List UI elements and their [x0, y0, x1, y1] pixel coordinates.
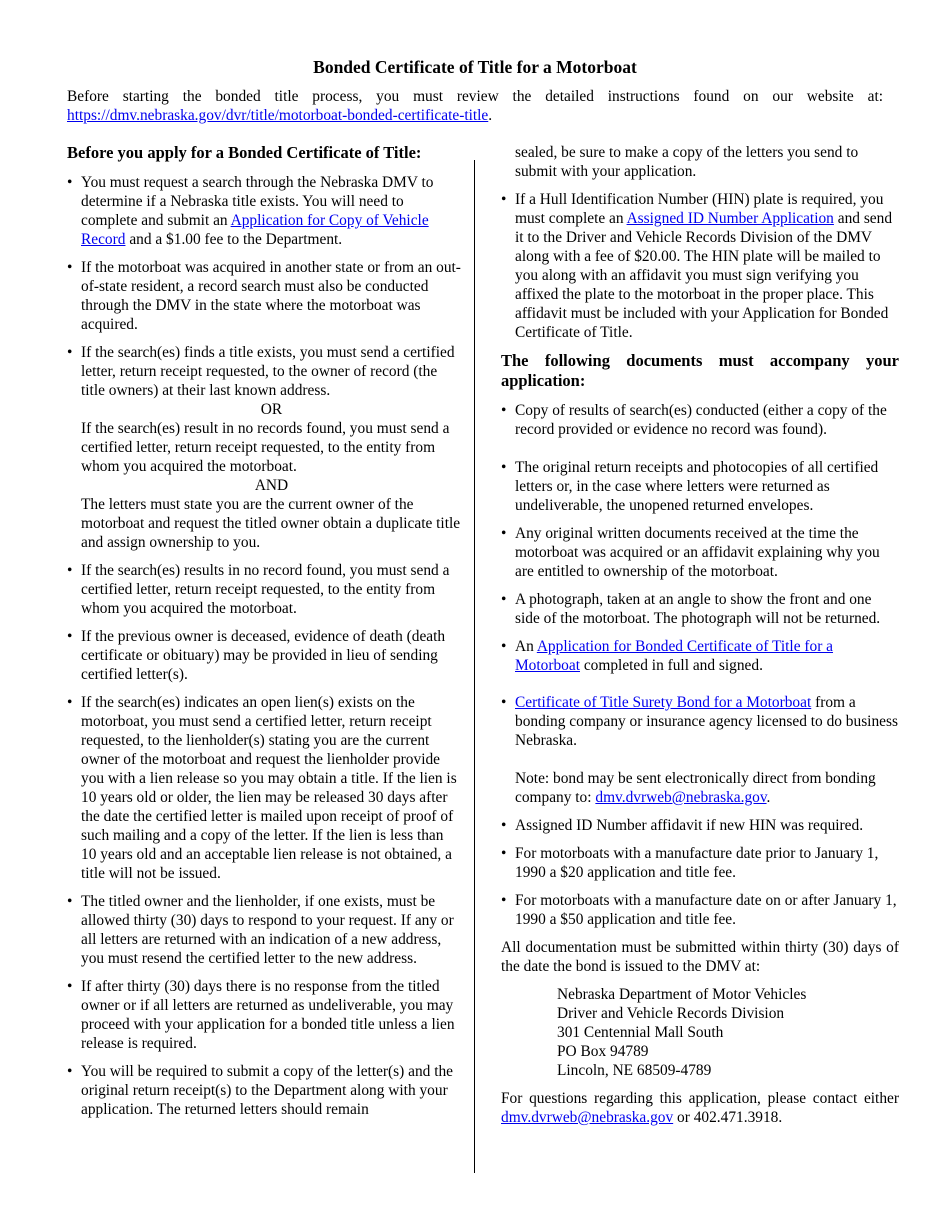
contact-text: For questions regarding this application, please contact either: [501, 1090, 899, 1107]
list-item: [501, 637, 899, 675]
item-text: and send it to the Driver and Vehicle Records Division of the DMV along with a fee of $20.00. The HIN plate will be mailed to you along with an affidavit you must sign verifying you affixed the plate to the motorboat in the proper place. This affidavit must be included with your Application for Bonded Certificate of Title.: [515, 210, 893, 341]
assigned-id-link[interactable]: Assigned ID Number Application: [626, 210, 834, 227]
item-text: completed in full and signed.: [583, 657, 763, 674]
bond-note: [515, 769, 899, 807]
before-apply-heading: Before you apply for a Bonded Certificate of Title:: [67, 143, 422, 162]
mailing-address: [557, 985, 899, 1080]
documents-list: [501, 401, 899, 929]
intro-paragraph: [67, 87, 883, 125]
address-line: 301 Centennial Mall South: [557, 1024, 724, 1041]
and-separator: AND: [254, 477, 289, 494]
address-line: Driver and Vehicle Records Division: [557, 1005, 785, 1022]
list-item: • For motorboats with a manufacture date prior to January 1, 1990 a $20 application and title fee.: [501, 844, 899, 882]
list-item: • Any original written documents received at the time the motorboat was acquired or an affidavit explaining why you are entitled to ownership of the motorboat.: [501, 524, 899, 581]
documents-heading: The following documents must accompany your application:: [501, 351, 899, 390]
submission-paragraph: All documentation must be submitted within thirty (30) days of the date the bond is issued to the DMV at:: [501, 939, 899, 975]
website-link[interactable]: https://dmv.nebraska.gov/dvr/title/motorboat-bonded-certificate-title: [67, 107, 489, 124]
page-title: Bonded Certificate of Title for a Motorboat: [313, 57, 637, 77]
list-item: • If after thirty (30) days there is no response from the titled owner or if all letters are returned as undeliverable, you may proceed with your application for a bonded title unless a lien release is required.: [67, 977, 462, 1053]
contact-text: or 402.471.3918.: [677, 1109, 783, 1126]
item-text: from a bonding company or insurance agency licensed to do business Nebraska.: [515, 694, 898, 749]
email-link[interactable]: dmv.dvrweb@nebraska.gov: [595, 789, 767, 806]
contact-paragraph: [501, 1089, 899, 1127]
column-divider: [474, 160, 475, 1173]
list-item: • For motorboats with a manufacture date on or after January 1, 1990 a $50 application and title fee.: [501, 891, 899, 929]
address-line: Nebraska Department of Motor Vehicles: [557, 986, 807, 1003]
list-item: • If the search(es) results in no record found, you must send a certified letter, return receipt requested, to the entity from whom you acquired the motorboat.: [67, 561, 462, 618]
continued-text: sealed, be sure to make a copy of the letters you send to submit with your application.: [515, 144, 859, 180]
list-item: [501, 190, 899, 342]
before-apply-list: [67, 173, 462, 1119]
surety-bond-link[interactable]: Certificate of Title Surety Bond for a Motorboat: [515, 694, 812, 711]
item-text: The letters must state you are the current owner of the motorboat and request the titled owner obtain a duplicate title and assign ownership to you.: [81, 496, 461, 551]
list-item: • The original return receipts and photocopies of all certified letters or, in the case where letters were returned as undeliverable, the unopened returned envelopes.: [501, 458, 899, 515]
copy-of-record-link[interactable]: Application for Copy of Vehicle Record: [81, 212, 429, 248]
list-item: • If the previous owner is deceased, evidence of death (death certificate or obituary) may be provided in lieu of sending certified letter(s).: [67, 627, 462, 684]
item-text: If the search(es) finds a title exists, you must send a certified letter, return receipt requested, to the owner of record (the title owners) at their last known address.: [81, 344, 455, 399]
item-text: and a $1.00 fee to the Department.: [129, 231, 343, 248]
list-item: [67, 173, 462, 249]
item-text: An: [515, 638, 534, 655]
address-line: Lincoln, NE 68509-4789: [557, 1062, 712, 1079]
or-separator: OR: [260, 401, 283, 418]
note-end: .: [766, 789, 771, 806]
list-item: • A photograph, taken at an angle to show the front and one side of the motorboat. The photograph will not be returned.: [501, 590, 899, 628]
bonded-application-link[interactable]: Application for Bonded Certificate of Title for a Motorboat: [515, 638, 834, 674]
left-column: [67, 143, 462, 1128]
right-column: [501, 143, 899, 1136]
item-text: If the search(es) result in no records found, you must send a certified letter, return receipt requested, to the entity from whom you acquired the motorboat.: [81, 420, 450, 475]
contact-email-link[interactable]: dmv.dvrweb@nebraska.gov: [501, 1109, 674, 1126]
list-item: • If the search(es) indicates an open lien(s) exists on the motorboat, you must send a certified letter, return receipt requested, to the lienholder(s) stating you are the current owner of the motorboat and request the lienholder provide you with a lien release so you may obtain a title. If the lien is 10 years old or older, the lien may be released 30 days after the date the certified letter is mailed upon receipt of proof of such mailing and a copy of the letter. If the lien is less than 10 years old and an acceptable lien release is not obtained, a title will not be issued.: [67, 693, 462, 883]
list-item: [67, 343, 462, 552]
intro-end: .: [488, 107, 493, 124]
intro-text: Before starting the bonded title process, you must review the detailed instructions found on our website at:: [67, 88, 883, 105]
list-item: • If the motorboat was acquired in another state or from an out-of-state resident, a record search must also be conducted through the DMV in the state where the motorboat was acquired.: [67, 258, 462, 334]
list-item: [501, 693, 899, 807]
hin-list: [501, 190, 899, 342]
list-item: • Assigned ID Number affidavit if new HIN was required.: [501, 816, 899, 835]
list-item: • Copy of results of search(es) conducted (either a copy of the record provided or evidence no record was found).: [501, 401, 899, 439]
item-text: You must request a search through the Nebraska DMV to determine if a Nebraska title exists. You will need to complete and submit an: [81, 174, 434, 229]
item-text: If a Hull Identification Number (HIN) plate is required, you must complete an: [515, 191, 884, 227]
list-item: • You will be required to submit a copy of the letter(s) and the original return receipt(s) to the Department along with your application. The returned letters should remain: [67, 1062, 462, 1119]
address-line: PO Box 94789: [557, 1043, 649, 1060]
note-text: Note: bond may be sent electronically direct from bonding company to:: [515, 770, 876, 806]
list-item: • The titled owner and the lienholder, if one exists, must be allowed thirty (30) days to respond to your request. If any or all letters are returned with an indication of a new address, you must resend the certified letter to the new address.: [67, 892, 462, 968]
